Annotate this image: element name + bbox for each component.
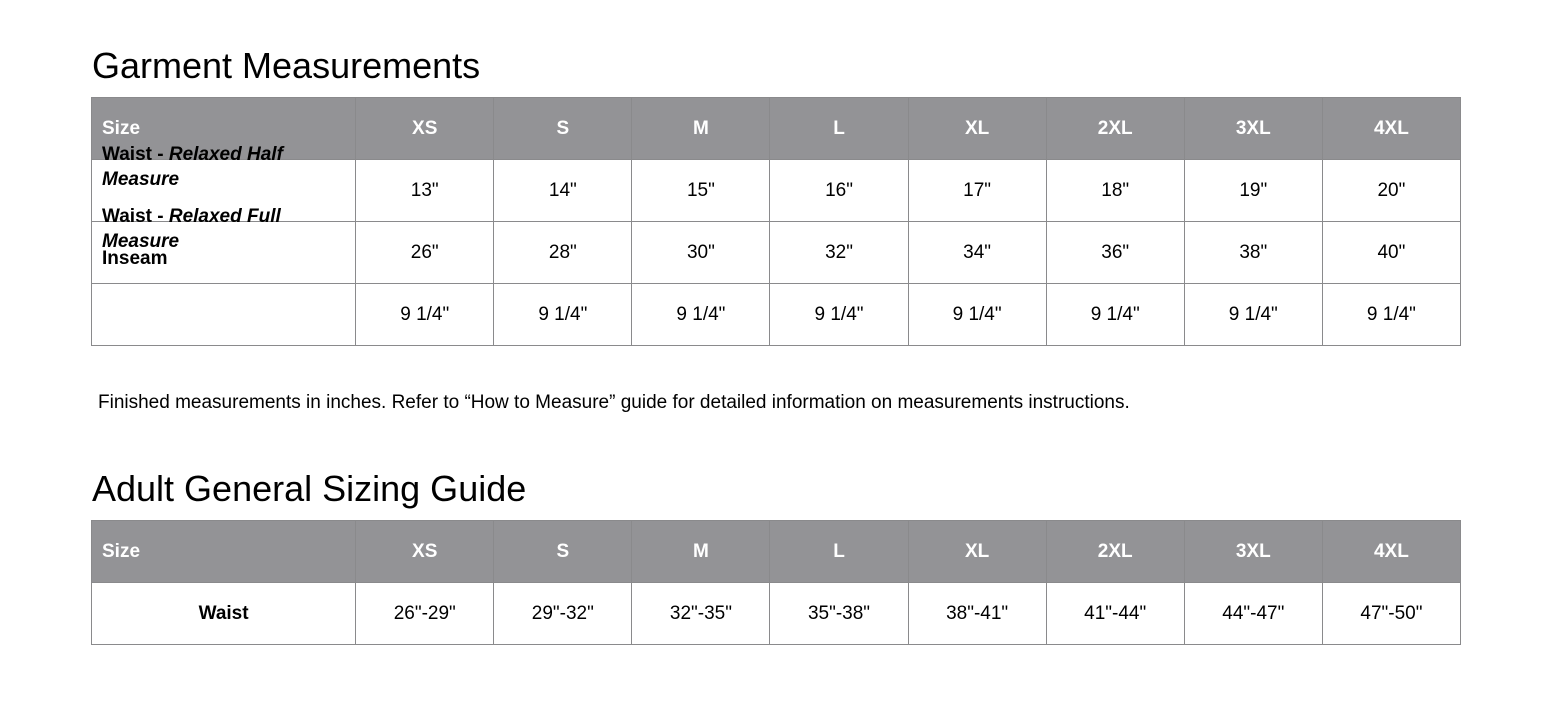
table-cell: 14" — [494, 160, 632, 222]
row-label-main: Waist - — [102, 144, 169, 165]
table-cell: 15" — [632, 160, 770, 222]
table-cell: 41"-44" — [1046, 583, 1184, 645]
table-cell: 17" — [908, 160, 1046, 222]
adult-sizing-guide-title: Adult General Sizing Guide — [92, 468, 527, 509]
table-cell: 9 1/4" — [770, 284, 908, 346]
header-cell: XL — [908, 521, 1046, 583]
header-cell: S — [494, 521, 632, 583]
table-cell: 36" — [1046, 222, 1184, 284]
header-cell: XS — [356, 521, 494, 583]
table-cell: 34" — [908, 222, 1046, 284]
header-cell: 4XL — [1322, 521, 1460, 583]
table-cell: 32" — [770, 222, 908, 284]
table-cell: 32"-35" — [632, 583, 770, 645]
header-cell: S — [494, 98, 632, 160]
table-cell: 35"-38" — [770, 583, 908, 645]
table-cell: 29"-32" — [494, 583, 632, 645]
table-cell: 9 1/4" — [1322, 284, 1460, 346]
table-header-row — [92, 98, 1461, 160]
header-cell: M — [632, 98, 770, 160]
garment-measurements-title: Garment Measurements — [92, 45, 481, 86]
table-cell: 44"-47" — [1184, 583, 1322, 645]
row-label-cell — [92, 284, 356, 346]
table-cell: 40" — [1322, 222, 1460, 284]
table-row — [92, 284, 1461, 346]
header-cell: L — [770, 98, 908, 160]
row-label-main: Waist - — [102, 206, 169, 227]
header-cell: 3XL — [1184, 521, 1322, 583]
header-cell: XS — [356, 98, 494, 160]
header-cell: Size — [92, 521, 356, 583]
row-label-italic: Relaxed Half — [168, 144, 283, 165]
row-label-waist: Waist — [92, 583, 356, 645]
table-cell: 9 1/4" — [1184, 284, 1322, 346]
table-cell: 19" — [1184, 160, 1322, 222]
header-cell: L — [770, 521, 908, 583]
table-cell: 13" — [356, 160, 494, 222]
table-row — [92, 583, 1461, 645]
table-cell: 20" — [1322, 160, 1460, 222]
header-cell: M — [632, 521, 770, 583]
table-cell: 26"-29" — [356, 583, 494, 645]
row-label-italic: Measure — [102, 169, 180, 190]
garment-measurements-table — [91, 97, 1461, 346]
table-cell: 47"-50" — [1322, 583, 1460, 645]
header-cell: Size — [92, 98, 356, 160]
measurement-note: Finished measurements in inches. Refer to “How to Measure” guide for detailed information on measurements instructions. — [98, 392, 1130, 413]
table-cell: 18" — [1046, 160, 1184, 222]
header-cell: XL — [908, 98, 1046, 160]
row-label-waist-half — [102, 142, 283, 192]
table-header-row — [92, 521, 1461, 583]
header-cell: 2XL — [1046, 521, 1184, 583]
table-row — [92, 222, 1461, 284]
table-cell: 9 1/4" — [908, 284, 1046, 346]
table-cell: 26" — [356, 222, 494, 284]
table-cell: 16" — [770, 160, 908, 222]
table-row — [92, 160, 1461, 222]
adult-sizing-table — [91, 520, 1461, 645]
table-cell: 38"-41" — [908, 583, 1046, 645]
table-cell: 9 1/4" — [1046, 284, 1184, 346]
table-cell: 30" — [632, 222, 770, 284]
table-cell: 9 1/4" — [632, 284, 770, 346]
header-cell: 2XL — [1046, 98, 1184, 160]
table-cell: 28" — [494, 222, 632, 284]
row-label-italic: Measure — [102, 231, 180, 252]
row-label-italic: Relaxed Full — [168, 206, 281, 227]
table-cell: 9 1/4" — [356, 284, 494, 346]
row-label-main: Inseam — [102, 248, 168, 269]
table-cell: 9 1/4" — [494, 284, 632, 346]
header-cell: 3XL — [1184, 98, 1322, 160]
table-cell: 38" — [1184, 222, 1322, 284]
header-cell: 4XL — [1322, 98, 1460, 160]
row-label-inseam — [102, 246, 167, 271]
